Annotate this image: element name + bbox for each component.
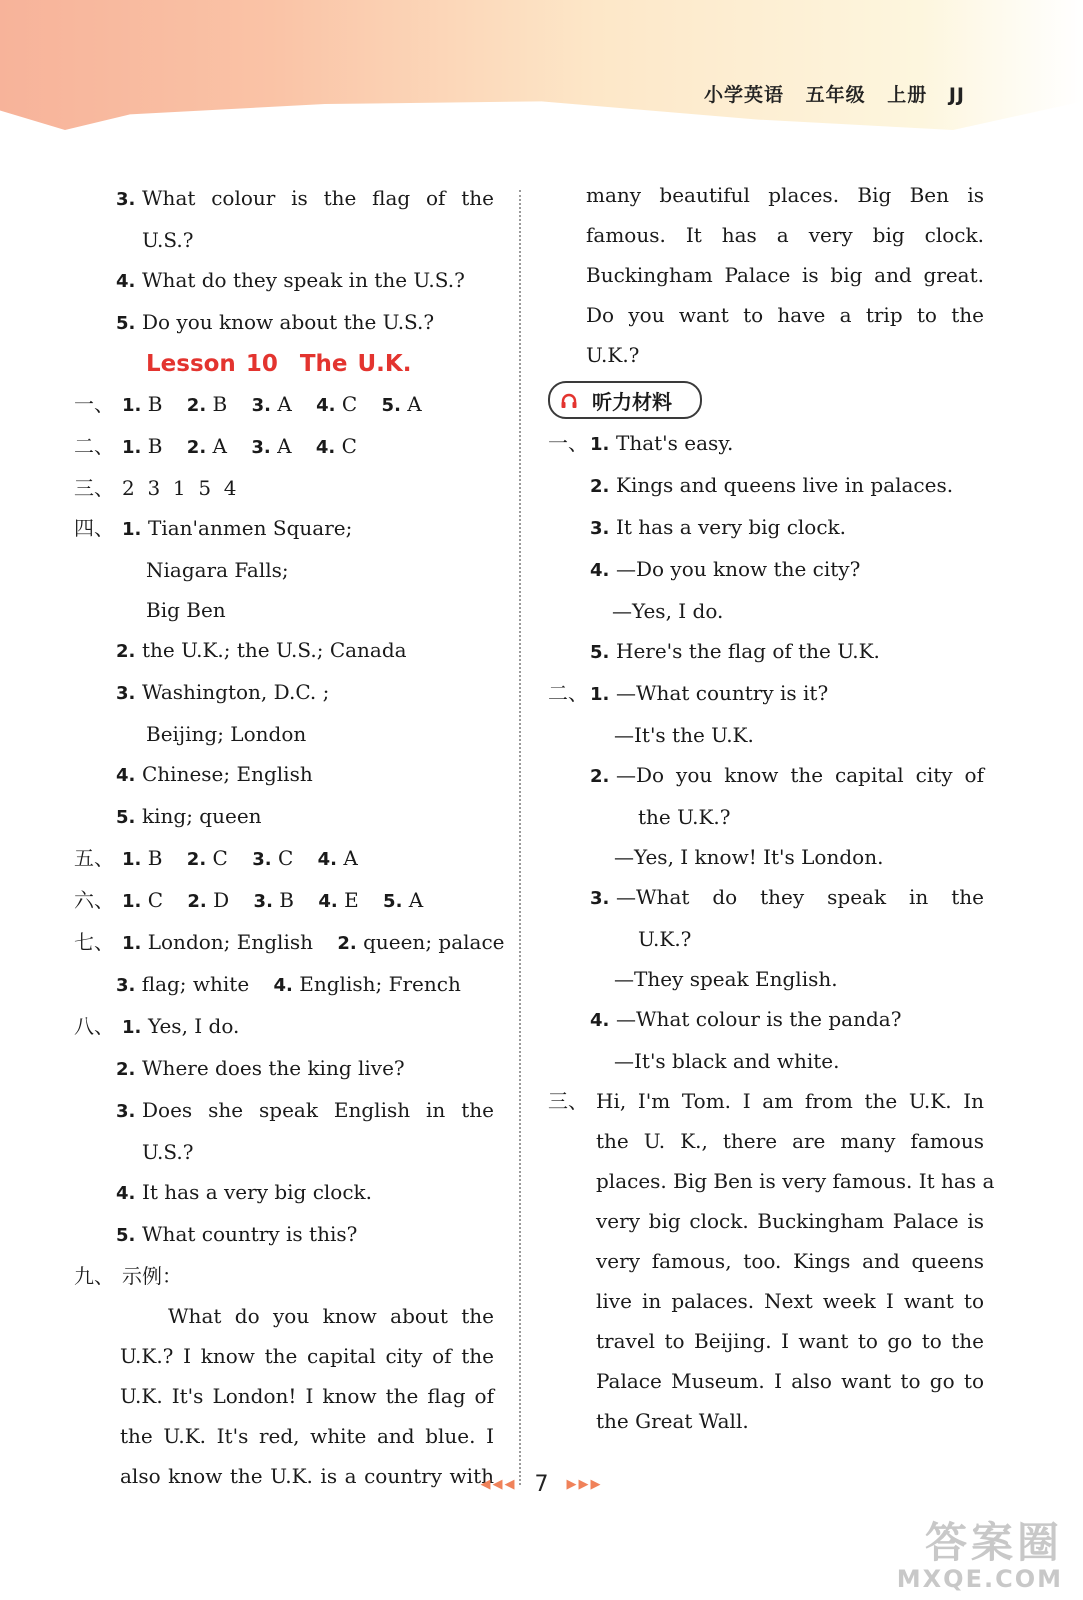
item-number: 3. — [116, 683, 136, 704]
answer-line — [548, 959, 984, 999]
essay-text: travel to Beijing. I want to go to the — [596, 1329, 984, 1353]
answer-text: U.S.? — [142, 228, 194, 252]
essay-text: U.K. It's London! I know the flag of — [120, 1384, 494, 1408]
answer-value: C — [147, 888, 164, 912]
essay-text: also know the U.K. is a country with — [120, 1464, 494, 1488]
answer-line — [74, 220, 494, 260]
tag-label: 听力材料 — [592, 389, 672, 414]
item-number: 2. — [590, 766, 610, 787]
item-number: 3. — [251, 437, 271, 458]
section-3 — [74, 468, 494, 508]
page-footer — [0, 1472, 1083, 1497]
section-label: 二、 — [548, 681, 588, 705]
answer-line — [74, 550, 494, 590]
item-number: 2. — [186, 395, 207, 416]
answer-text: What colour is the flag of the — [142, 186, 494, 210]
answer-line — [74, 714, 494, 754]
answer-text: 2 3 1 5 4 — [122, 476, 237, 500]
essay-text: very famous, too. Kings and queens — [596, 1249, 984, 1273]
answer-row — [116, 964, 494, 1006]
answer-text: Washington, D.C. ; — [142, 680, 330, 704]
answer-line — [548, 465, 984, 507]
sample-label: 示例： — [122, 1264, 182, 1288]
answer-text: —Do you know the capital city of — [616, 763, 984, 787]
item-number: 1. — [122, 1017, 142, 1038]
essay-text: U.K.? — [586, 343, 640, 367]
answer-text: U.S.? — [142, 1140, 194, 1164]
item-number: 4. — [318, 891, 338, 912]
answer-line — [74, 754, 494, 796]
section-3 — [548, 1081, 984, 1121]
answer-text: Here's the flag of the U.K. — [616, 639, 880, 663]
answer-text: Big Ben — [146, 598, 226, 622]
answer-value: A — [212, 434, 227, 458]
answer-value: A — [343, 846, 358, 870]
section-8 — [74, 1006, 494, 1048]
essay-line — [548, 175, 984, 215]
prev-arrows-icon: ◀◀◀ — [480, 1477, 517, 1492]
answer-value: A — [277, 392, 292, 416]
section-2 — [548, 673, 984, 715]
answer-value: E — [344, 888, 359, 912]
answer-text: Do you know about the U.S.? — [142, 310, 435, 334]
book-title: 小学英语 五年级 上册 JJ — [704, 84, 965, 106]
answer-text: It has a very big clock. — [616, 515, 847, 539]
answer-line — [74, 178, 494, 220]
answer-value: London; English — [147, 930, 313, 954]
essay-line — [548, 1201, 984, 1241]
answer-line — [548, 715, 984, 755]
answer-row — [122, 880, 494, 922]
item-number: 2. — [116, 641, 136, 662]
essay-text: very big clock. Buckingham Palace is — [596, 1209, 984, 1233]
answer-line — [74, 302, 494, 344]
item-number: 5. — [116, 807, 136, 828]
essay-text: U.K.? I know the capital city of the — [120, 1344, 494, 1368]
essay-line — [548, 1361, 984, 1401]
answer-value: C — [277, 846, 294, 870]
essay-line — [548, 295, 984, 335]
answer-value: English; French — [299, 972, 461, 996]
essay-text: famous. It has a very big clock. — [586, 223, 984, 247]
answer-line — [74, 590, 494, 630]
section-label: 四、 — [74, 516, 114, 540]
essay-text: places. Big Ben is very famous. It has a — [596, 1169, 995, 1193]
essay-text: Do you want to have a trip to the — [586, 303, 984, 327]
answer-line — [548, 1041, 984, 1081]
item-number: 1. — [122, 933, 142, 954]
answer-line — [548, 837, 984, 877]
item-number: 4. — [116, 271, 136, 292]
item-number: 3. — [253, 891, 273, 912]
next-arrows-icon: ▶▶▶ — [566, 1477, 603, 1492]
item-number: 4. — [116, 1183, 136, 1204]
essay-line — [74, 1296, 494, 1336]
item-number: 2. — [590, 476, 610, 497]
item-number: 1. — [122, 395, 142, 416]
answer-text: the U.K.? — [638, 805, 731, 829]
answer-text: It has a very big clock. — [142, 1180, 373, 1204]
answer-text: —Yes, I know! It's London. — [614, 845, 884, 869]
item-number: 2. — [187, 891, 207, 912]
answer-value: C — [212, 846, 228, 870]
essay-line — [74, 1336, 494, 1376]
answer-text: U.K.? — [638, 927, 692, 951]
answer-line — [74, 260, 494, 302]
item-number: 5. — [381, 395, 401, 416]
essay-text: many beautiful places. Big Ben is — [586, 183, 984, 207]
essay-line — [74, 1416, 494, 1456]
essay-text: the U.K. It's red, white and blue. I — [120, 1424, 494, 1448]
essay-line — [548, 1121, 984, 1161]
answer-text: Yes, I do. — [148, 1014, 240, 1038]
answer-line — [548, 631, 984, 673]
answer-line — [548, 999, 984, 1041]
essay-line — [548, 335, 984, 375]
answer-row — [122, 922, 505, 964]
item-number: 5. — [116, 1225, 136, 1246]
answer-value: queen; palace — [363, 930, 505, 954]
section-label: 一、 — [548, 431, 588, 455]
essay-line — [548, 1401, 984, 1441]
lesson-name: The U.K. — [299, 351, 412, 377]
essay-line — [548, 1241, 984, 1281]
essay-text: live in palaces. Next week I want to — [596, 1289, 984, 1313]
section-1 — [548, 423, 984, 465]
right-column — [548, 175, 995, 1441]
answer-value: B — [212, 392, 228, 416]
answer-value: A — [408, 888, 424, 912]
item-number: 4. — [116, 765, 136, 786]
item-number: 5. — [116, 313, 136, 334]
section-7 — [74, 922, 505, 964]
answer-row — [122, 838, 494, 880]
answer-text: —What colour is the panda? — [616, 1007, 902, 1031]
item-number: 1. — [122, 849, 142, 870]
essay-text: the U. K., there are many famous — [596, 1129, 984, 1153]
answer-value: A — [277, 434, 292, 458]
item-number: 3. — [590, 518, 610, 539]
section-4 — [74, 508, 494, 550]
left-column — [74, 178, 505, 1496]
item-number: 2. — [186, 849, 207, 870]
answer-text: the U.K.; the U.S.; Canada — [142, 638, 407, 662]
answer-text: —They speak English. — [614, 967, 838, 991]
answer-text: king; queen — [142, 804, 262, 828]
essay-line — [548, 255, 984, 295]
essay-text: Palace Museum. I also want to go to — [596, 1369, 984, 1393]
answer-value: D — [213, 888, 230, 912]
answer-line — [548, 591, 984, 631]
answer-line — [74, 630, 494, 672]
answer-line — [548, 919, 984, 959]
answer-text: —Do you know the city? — [616, 557, 861, 581]
answer-line — [74, 1090, 494, 1132]
answer-value: B — [147, 846, 163, 870]
essay-line — [74, 1376, 494, 1416]
headphone-icon — [560, 391, 578, 409]
item-number: 1. — [590, 434, 610, 455]
answer-line — [74, 1172, 494, 1214]
answer-line — [74, 1214, 494, 1256]
section-label: 三、 — [74, 476, 114, 500]
answer-line — [74, 1048, 494, 1090]
item-number: 5. — [590, 642, 610, 663]
header-banner — [0, 0, 1083, 130]
watermark-logo: 答案圈 — [924, 1518, 1063, 1567]
answer-value: B — [147, 392, 163, 416]
answer-text: —Yes, I do. — [612, 599, 724, 623]
answer-line — [548, 877, 984, 919]
answer-line — [548, 507, 984, 549]
essay-text: the Great Wall. — [596, 1409, 749, 1433]
answer-line — [74, 796, 494, 838]
section-1 — [74, 384, 494, 426]
item-number: 3. — [116, 1101, 136, 1122]
essay-text: Buckingham Palace is big and great. — [586, 263, 984, 287]
listening-material-tag — [548, 381, 702, 419]
section-label: 八、 — [74, 1014, 114, 1038]
section-label: 一、 — [74, 392, 114, 416]
answer-text: Tian'anmen Square; — [148, 516, 353, 540]
answer-text: Does she speak English in the — [142, 1098, 494, 1122]
answer-text: Chinese; English — [142, 762, 313, 786]
section-6 — [74, 880, 494, 922]
answer-text: —It's the U.K. — [614, 723, 754, 747]
essay-text: Hi, I'm Tom. I am from the U.K. In — [596, 1089, 984, 1113]
essay-text: What do you know about the — [168, 1304, 494, 1328]
item-number: 1. — [122, 891, 142, 912]
section-label: 二、 — [74, 434, 114, 458]
item-number: 3. — [590, 888, 610, 909]
item-number: 5. — [383, 891, 403, 912]
column-divider — [519, 190, 521, 1485]
item-number: 3. — [252, 849, 272, 870]
answer-line — [548, 755, 984, 797]
answer-text: Kings and queens live in palaces. — [616, 473, 954, 497]
item-number: 4. — [317, 849, 337, 870]
item-number: 3. — [251, 395, 271, 416]
item-number: 2. — [116, 1059, 136, 1080]
answer-text: What country is this? — [142, 1222, 358, 1246]
answer-value: C — [341, 434, 357, 458]
item-number: 4. — [590, 560, 610, 581]
answer-text: Niagara Falls; — [146, 558, 289, 582]
section-5 — [74, 838, 494, 880]
answer-line — [548, 797, 984, 837]
section-9 — [74, 1256, 494, 1296]
essay-line — [548, 1281, 984, 1321]
answer-line — [74, 672, 494, 714]
answer-value: B — [147, 434, 163, 458]
essay-line — [548, 215, 984, 255]
item-number: 4. — [316, 395, 336, 416]
section-label: 九、 — [74, 1264, 114, 1288]
section-label: 七、 — [74, 930, 114, 954]
essay-line — [548, 1161, 995, 1201]
item-number: 3. — [116, 975, 136, 996]
lesson-number: Lesson 10 — [146, 351, 278, 377]
section-label: 五、 — [74, 846, 114, 870]
answer-row — [122, 426, 494, 468]
section-label: 三、 — [548, 1089, 588, 1113]
section-label: 六、 — [74, 888, 114, 912]
answer-text: That's easy. — [616, 431, 734, 455]
watermark — [897, 1520, 1063, 1592]
answer-value: C — [341, 392, 358, 416]
answer-line — [74, 1132, 494, 1172]
item-number: 4. — [315, 437, 336, 458]
answer-text: —What do they speak in the — [616, 885, 984, 909]
section-2 — [74, 426, 494, 468]
item-number: 2. — [186, 437, 207, 458]
essay-line — [548, 1321, 984, 1361]
answer-row — [122, 384, 494, 426]
answer-text: —It's black and white. — [614, 1049, 840, 1073]
lesson-title — [74, 344, 494, 384]
item-number: 1. — [122, 519, 142, 540]
answer-value: A — [407, 392, 422, 416]
answer-value: B — [279, 888, 294, 912]
item-number: 4. — [590, 1010, 610, 1031]
page-number: 7 — [534, 1472, 549, 1497]
answer-line — [548, 549, 984, 591]
item-number: 1. — [590, 684, 610, 705]
answer-text: Beijing; London — [146, 722, 307, 746]
item-number: 4. — [273, 975, 293, 996]
item-number: 2. — [337, 933, 357, 954]
answer-text: —What country is it? — [616, 681, 829, 705]
watermark-url: MXQE.COM — [896, 1565, 1063, 1593]
answer-text: What do they speak in the U.S.? — [142, 268, 465, 292]
answer-value: flag; white — [141, 972, 250, 996]
answer-line — [74, 964, 494, 1006]
answer-text: Where does the king live? — [142, 1056, 405, 1080]
item-number: 1. — [122, 437, 142, 458]
item-number: 3. — [116, 189, 136, 210]
